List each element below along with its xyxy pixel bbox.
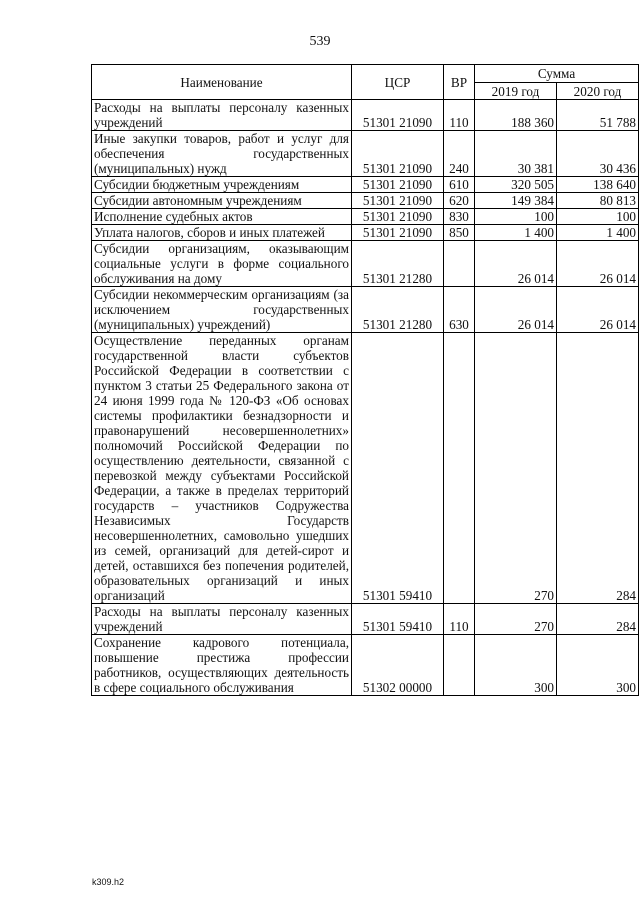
row-name: Субсидии бюджетным учреждениям: [92, 177, 352, 193]
row-sum-2020: 30 436: [557, 131, 639, 177]
row-name: Иные закупки товаров, работ и услуг для обеспечения государственных (муниципальных) нужд: [92, 131, 352, 177]
table-row: [92, 209, 639, 225]
row-vr: 110: [444, 604, 475, 635]
row-sum-2019: 149 384: [475, 193, 557, 209]
row-sum-2019: 320 505: [475, 177, 557, 193]
row-name: Расходы на выплаты персоналу казенных учреждений: [92, 100, 352, 131]
row-name: Уплата налогов, сборов и иных платежей: [92, 225, 352, 241]
header-year-2020: 2020 год: [557, 83, 639, 100]
table-row: [92, 193, 639, 209]
row-name: Исполнение судебных актов: [92, 209, 352, 225]
row-name: Сохранение кадрового потенциала, повышение престижа профессии работников, осуществляющих деятельность в сфере социального обслуживания: [92, 635, 352, 696]
header-csr: ЦСР: [352, 65, 444, 100]
table-row: [92, 241, 639, 287]
table-row: [92, 333, 639, 604]
row-csr: 51301 21280: [352, 241, 444, 287]
row-sum-2020: 26 014: [557, 287, 639, 333]
row-vr: 110: [444, 100, 475, 131]
row-csr: 51301 21090: [352, 177, 444, 193]
table-row: [92, 131, 639, 177]
row-sum-2019: 188 360: [475, 100, 557, 131]
row-vr: 240: [444, 131, 475, 177]
row-sum-2019: 300: [475, 635, 557, 696]
row-vr: 850: [444, 225, 475, 241]
row-sum-2019: 270: [475, 604, 557, 635]
row-csr: 51301 21280: [352, 287, 444, 333]
row-csr: 51301 21090: [352, 131, 444, 177]
row-csr: 51301 59410: [352, 333, 444, 604]
row-sum-2020: 100: [557, 209, 639, 225]
row-sum-2020: 284: [557, 333, 639, 604]
row-vr: 610: [444, 177, 475, 193]
row-csr: 51301 21090: [352, 209, 444, 225]
row-sum-2019: 30 381: [475, 131, 557, 177]
row-vr: [444, 333, 475, 604]
row-sum-2020: 51 788: [557, 100, 639, 131]
header-sum: Сумма: [475, 65, 639, 83]
page-number: 539: [309, 34, 331, 49]
table-row: [92, 604, 639, 635]
row-vr: 630: [444, 287, 475, 333]
budget-table: [91, 64, 639, 696]
row-vr: [444, 241, 475, 287]
row-sum-2020: 138 640: [557, 177, 639, 193]
row-name: Субсидии организациям, оказывающим социальные услуги в форме социального обслуживания на дому: [92, 241, 352, 287]
header-vr: ВР: [444, 65, 475, 100]
row-sum-2019: 270: [475, 333, 557, 604]
row-csr: 51301 21090: [352, 193, 444, 209]
row-vr: 830: [444, 209, 475, 225]
row-name: Осуществление переданных органам государственной власти субъектов Российской Федерации в соответствии с пунктом 3 статьи 25 Федерального закона от 24 июня 1999 года № 120-ФЗ «Об основах системы профилактики безнадзорности и правонарушений несовершеннолетних» полномочий Российской Федерации по осуществлению деятельности, связанной с перевозкой между субъектами Российской Федерации, а также в пределах территорий государств – участников Содружества Независимых Государств несовершеннолетних, самовольно ушедших из семей, организаций для детей-сирот и детей, оставшихся без попечения родителей, образовательных организаций и иных организаций: [92, 333, 352, 604]
table-row: [92, 635, 639, 696]
header-year-2019: 2019 год: [475, 83, 557, 100]
row-sum-2020: 26 014: [557, 241, 639, 287]
row-name: Субсидии некоммерческим организациям (за исключением государственных (муниципальных) учреждений): [92, 287, 352, 333]
row-csr: 51301 59410: [352, 604, 444, 635]
row-sum-2019: 26 014: [475, 287, 557, 333]
row-vr: [444, 635, 475, 696]
table-row: [92, 177, 639, 193]
row-sum-2019: 100: [475, 209, 557, 225]
row-sum-2019: 26 014: [475, 241, 557, 287]
row-sum-2020: 284: [557, 604, 639, 635]
row-sum-2020: 80 813: [557, 193, 639, 209]
header-name: Наименование: [92, 65, 352, 100]
row-csr: 51301 21090: [352, 100, 444, 131]
row-name: Субсидии автономным учреждениям: [92, 193, 352, 209]
footer-code: k309.h2: [92, 877, 125, 887]
row-csr: 51302 00000: [352, 635, 444, 696]
row-sum-2020: 1 400: [557, 225, 639, 241]
row-vr: 620: [444, 193, 475, 209]
table-row: [92, 225, 639, 241]
table-row: [92, 287, 639, 333]
row-csr: 51301 21090: [352, 225, 444, 241]
row-sum-2019: 1 400: [475, 225, 557, 241]
row-name: Расходы на выплаты персоналу казенных учреждений: [92, 604, 352, 635]
row-sum-2020: 300: [557, 635, 639, 696]
table-row: [92, 100, 639, 131]
